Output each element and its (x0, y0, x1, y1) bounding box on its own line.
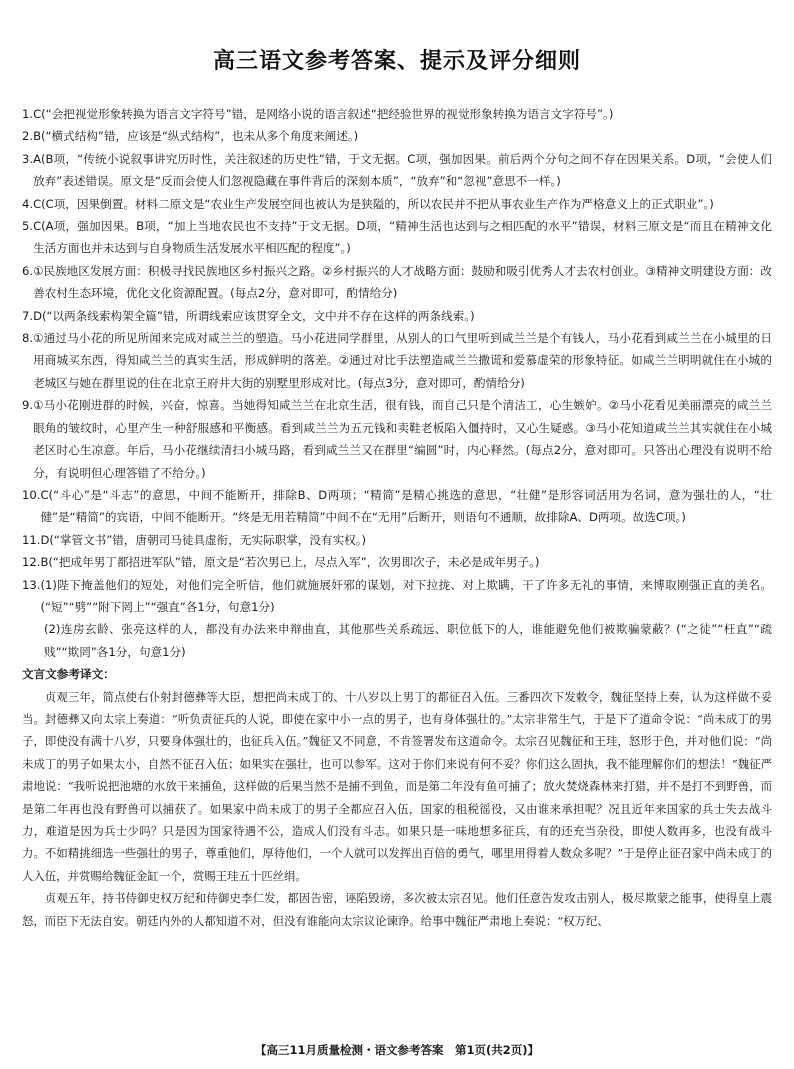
answer-number: 6. (22, 263, 34, 278)
translation-paragraph: 贞观三年，简点使右仆射封德彝等大臣，想把尚未成丁的、十八岁以上男丁的都征召入伍。三番四次下发敕令，魏征坚持上奏，认为这样做不妥当。封德彝又向太宗上奏道：“听负责征兵的人说，即使在家中小一点的男子，也有身体强壮的。”太宗非常生气，于是下了道命令说：“尚未成丁的男子，即使没有满十八岁，只要身体强壮的，也征兵入伍。”魏征又不同意，不肯签署发布这道命令。太宗召见魏征和王珪，怒形于色，并对他们说：“尚未成丁的男子如果太小，自然不征召入伍；如果实在强壮，也可以参军。这对于你们来说有何不妥？你们这么固执，我不能理解你们的想法！”魏征严肃地说：“我听说把池塘的水放干来捕鱼，这样做的后果当然不是捕不到鱼，而是第二年没有鱼可捕了；放火焚烧森林来打猎，并不是打不到野兽，而是第二年再也没有野兽可以捕获了。如果家中尚未成丁的男子全都应召入伍，国家的租税徭役，又由谁来承担呢？况且近年来国家的兵士失去战斗力，难道是因为兵士少吗？只是因为国家待遇不公，造成人们没有斗志。如果只是一味地想多征兵，有的还充当杂役，即使人数再多，也没有战斗力。不如精挑细选一些强壮的男子，尊重他们，厚待他们，一个人就可以发挥出百倍的勇气，哪里用得着人数众多呢？”于是停止征召家中尚未成丁的人入伍，并赏赐给魏征金缸一个，赏赐王珪五十匹丝绢。 (22, 689, 772, 883)
answer-item (22, 148, 772, 193)
answer-item (22, 193, 772, 215)
answer-number: 9. (22, 398, 34, 413)
answer-text: C(“斗心”是“斗志”的意思，中间不能断开，排除B、D两项；“精简”是精心挑选的意思，“壮健”是形容词活用为名词，意为强壮的人，“壮健”是“精简”的宾语，中间不能断开。“终是无用若精简”中间不在“无用”后断开，则语句不通顺，故排除A、D两项。故选C项。) (40, 487, 772, 525)
translation-heading: 文言文参考译文： (22, 667, 115, 682)
answer-text: ①民族地区发展方面：积极寻找民族地区乡村振兴之路。②乡村振兴的人才战略方面：鼓励和吸引优秀人才去农村创业。③精神文明建设方面：改善农村生态环境，优化文化资源配置。(每点2分，意对即可，酌情给分) (33, 263, 772, 301)
answer-text: ①通过马小花的所见所闻来完成对咸兰兰的塑造。马小花进同学群里，从别人的口气里听到咸兰兰是个有钱人，马小花看到咸兰兰在小城里的日用商城买东西，得知咸兰兰的真实生活，形成鲜明的落差。②通过对比手法塑造咸兰兰撒谎和爱慕虚荣的形象特征。如咸兰兰明明就住在小城的老城区与她在群里说的住在北京王府井大街的别墅里形成对比。(每点3分，意对即可，酌情给分) (33, 331, 772, 390)
answer-item-13-part-2: (2)连房玄龄、张亮这样的人，都没有办法来申辩曲直，其他那些关系疏远、职位低下的人，谁能避免他们被欺骗蒙蔽？(“之徒”“枉直”“疏贱”“欺罔”各1分，句意1分) (44, 622, 772, 659)
answer-text: D(“以两条线索构架全篇”错，所谓线索应该贯穿全文，文中并不存在这样的两条线索。) (33, 308, 475, 323)
document-title: 高三语文参考答案、提示及评分细则 (212, 49, 581, 74)
answer-item (22, 574, 772, 619)
answer-text: ①马小花刚进群的时候，兴奋，惊喜。当她得知咸兰兰在北京生活，很有钱，而自己只是个清洁工，心生嫉妒。②马小花看见美丽漂亮的咸兰兰眼角的皱纹时，心里产生一种舒服感和平衡感。看到咸兰兰为五元钱和卖鞋老板陷入僵持时，又心生疑惑。③马小花知道咸兰兰其实就住在小城老区时心生凉意。年后，马小花继续清扫小城马路，看到咸兰兰又在群里“编圆”时，内心释然。(每点2分，意对即可。只答出心理没有说明不给分，有说明但心理答错了不给分。) (33, 398, 772, 480)
answer-number: 8. (22, 331, 34, 346)
answer-text: B(“把成年男丁都招进军队”错，原文是“若次男已上，尽点入军”，次男即次子，未必是成年男子。) (40, 555, 540, 570)
answer-item (22, 529, 772, 551)
answer-text: C(“会把视觉形象转换为语言文字符号”错，是网络小说的语言叙述“把经验世界的视觉形象转换为语言文字符号”。) (33, 107, 614, 121)
answer-item (22, 394, 772, 484)
answer-text: C(C项，因果倒置。材料二原文是“农业生产发展空间也被认为是狭隘的，所以农民并不把从事农业生产作为严格意义上的正式职业”。) (33, 196, 714, 211)
answer-number: 12. (22, 555, 41, 570)
answer-item (22, 305, 772, 327)
answer-number: 3. (22, 151, 34, 166)
answer-number: 10. (22, 487, 41, 502)
answer-item (22, 103, 772, 125)
answer-text: C(A项，强加因果。B项，“加上当地农民也不支持”于文无据。D项，“精神生活也达到与之相匹配的水平”错误，材料三原文是“而且在精神文化生活方面也并未达到与自身物质生活发展水平相匹配的程度”。) (33, 219, 772, 256)
answer-text: (1)陛下掩盖他们的短处，对他们完全听信，他们就施展奸邪的谋划，对下拉拢、对上欺瞒，干了许多无礼的事情，来博取刚强正直的美名。(“短”“劈”“附下罔上”“强直”各1分，句意1分) (40, 577, 772, 614)
answer-list (22, 103, 772, 663)
answer-item (22, 484, 772, 529)
answer-number: 1. (22, 107, 34, 121)
translation-paragraph: 贞观五年，持书侍御史权万纪和侍御史李仁发，都因告密，诬陷毁谤，多次被太宗召见。他们任意告发攻击别人，极尽欺蒙之能事，使得皇上震怒，而臣下无法自安。朝廷内外的人都知道不对，但没有谁能向太宗议论谏诤。给事中魏征严肃地上奏说：“权万纪、 (22, 891, 772, 928)
page-footer: 【高三11月质量检测・语文参考答案 第1页(共2页)】 (254, 1043, 540, 1057)
answer-item (22, 260, 772, 305)
answer-number: 11. (22, 532, 41, 547)
answer-text: A(B项，“传统小说叙事讲究历时性，关注叙述的历史性”错，于文无据。C项，强加因果。前后两个分句之间不存在因果关系。D项，“会使人们放弃”表述错误。原文是“反而会使人们忽视隐藏在事件背后的深刻本质”，“放弃”和“忽视”意思不一样。) (33, 151, 772, 189)
answer-text: D(“掌管文书”错，唐朝司马徒具虚衔，无实际职掌，没有实权。) (40, 532, 367, 547)
answer-number: 13. (22, 577, 41, 592)
answer-item (22, 551, 772, 573)
answer-number: 4. (22, 196, 34, 211)
answer-number: 7. (22, 308, 34, 323)
answer-item (22, 125, 772, 147)
classical-translation (22, 686, 772, 932)
answer-item (22, 215, 772, 260)
answer-number: 5. (22, 219, 34, 234)
answer-text: B(“横式结构”错，应该是“纵式结构”，也未从多个角度来阐述。) (33, 129, 359, 144)
answer-number: 2. (22, 129, 34, 144)
answer-item (22, 327, 772, 394)
